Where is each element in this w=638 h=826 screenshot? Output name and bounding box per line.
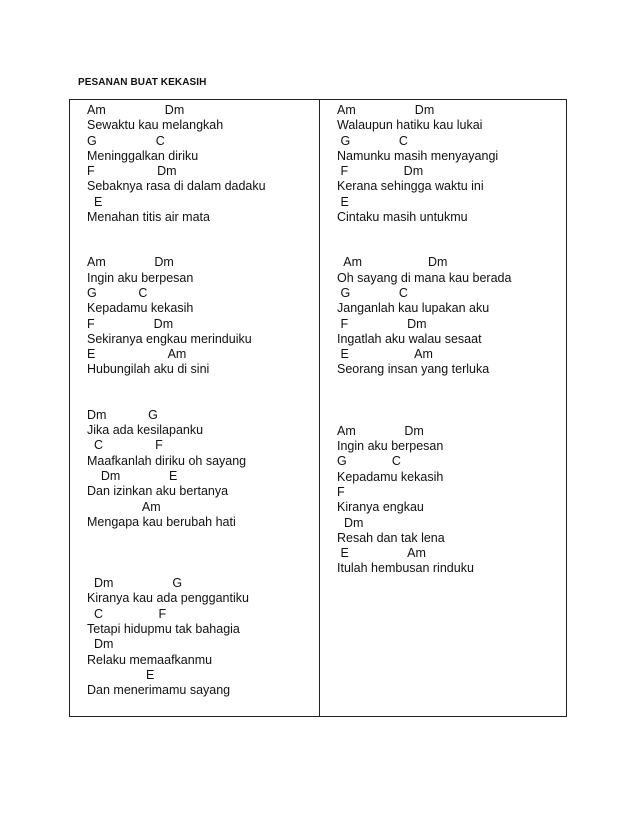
chord-line: C F	[87, 606, 167, 621]
chord-line: Am	[87, 499, 161, 514]
verse-block	[87, 255, 312, 377]
document-title: PESANAN BUAT KEKASIH	[78, 77, 207, 88]
lyric-line: Seorang insan yang terluka	[337, 362, 490, 377]
lyric-line: Sewaktu kau melangkah	[87, 118, 224, 133]
chord-line: Dm G	[87, 576, 183, 591]
verse-block	[87, 103, 312, 225]
lyric-line: Namunku masih menyayangi	[337, 148, 499, 163]
lyric-line: Dan menerimamu sayang	[87, 683, 231, 698]
lyric-line: Dan izinkan aku bertanya	[87, 484, 229, 499]
chord-line: F	[337, 484, 345, 499]
lyric-line: Cintaku masih untukmu	[337, 210, 468, 225]
chorus-block	[337, 424, 562, 577]
lyric-line: Tetapi hidupmu tak bahagia	[87, 622, 240, 637]
chord-line: E Am	[337, 347, 433, 362]
lyric-line: Ingin aku berpesan	[87, 270, 194, 285]
lyric-line: Sebaknya rasa di dalam dadaku	[87, 179, 266, 194]
chord-line: Dm E	[87, 468, 178, 483]
chord-line: E	[87, 667, 155, 682]
lyric-line: Resah dan tak lena	[337, 530, 445, 545]
chord-line: G C	[337, 133, 408, 148]
lyric-line: Kiranya kau ada penggantiku	[87, 591, 249, 606]
verse-block	[337, 103, 562, 225]
lyric-line: Menahan titis air mata	[87, 210, 210, 225]
lyric-line: Ingin aku berpesan	[337, 439, 444, 454]
lyric-line: Ingatlah aku walau sesaat	[337, 331, 482, 346]
chord-line: G C	[337, 285, 408, 300]
lyric-line: Jika ada kesilapanku	[87, 423, 204, 438]
lyric-line: Kerana sehingga waktu ini	[337, 179, 484, 194]
chord-line: F Dm	[337, 316, 427, 331]
right-column	[337, 103, 562, 577]
column-divider	[319, 100, 320, 716]
chord-line: F Dm	[87, 164, 177, 179]
chord-line: E	[337, 194, 349, 209]
lyric-line: Relaku memaafkanmu	[87, 652, 213, 667]
chord-line: Dm G	[87, 407, 158, 422]
chord-line: Am Dm	[337, 423, 424, 438]
chorus-block	[87, 408, 312, 530]
verse-block	[337, 255, 562, 377]
chord-line: Am Dm	[87, 103, 185, 117]
chord-line: G C	[87, 285, 148, 300]
chord-line: Am Dm	[337, 255, 448, 270]
lyric-line: Hubungilah aku di sini	[87, 362, 210, 377]
lyric-line: Sekiranya engkau merinduiku	[87, 331, 252, 346]
chord-line: G C	[87, 133, 165, 148]
lyric-line: Oh sayang di mana kau berada	[337, 270, 512, 285]
chorus-block	[87, 576, 312, 698]
lyric-line: Itulah hembusan rinduku	[337, 561, 474, 576]
chord-line: E Am	[337, 546, 426, 561]
chord-line: F Dm	[337, 164, 424, 179]
lyric-line: Mengapa kau berubah hati	[87, 514, 236, 529]
lyric-line: Janganlah kau lupakan aku	[337, 301, 490, 316]
left-column	[87, 103, 312, 699]
chord-line: Dm	[87, 637, 114, 652]
lyrics-table	[69, 99, 567, 717]
lyric-line: Kepadamu kekasih	[337, 469, 444, 484]
lyric-line: Kiranya engkau	[337, 500, 424, 515]
chord-line: E Am	[87, 347, 187, 362]
chord-line: F Dm	[87, 316, 174, 331]
lyric-line: Maafkanlah diriku oh sayang	[87, 453, 247, 468]
lyric-line: Meninggalkan diriku	[87, 148, 199, 163]
chord-line: E	[87, 194, 103, 209]
chord-line: G C	[337, 454, 401, 469]
lyric-line: Kepadamu kekasih	[87, 301, 194, 316]
chord-line: Am Dm	[87, 255, 174, 270]
chord-line: C F	[87, 438, 163, 453]
chord-line: Am Dm	[337, 103, 435, 117]
lyric-line: Walaupun hatiku kau lukai	[337, 118, 483, 133]
chord-line: Dm	[337, 515, 364, 530]
